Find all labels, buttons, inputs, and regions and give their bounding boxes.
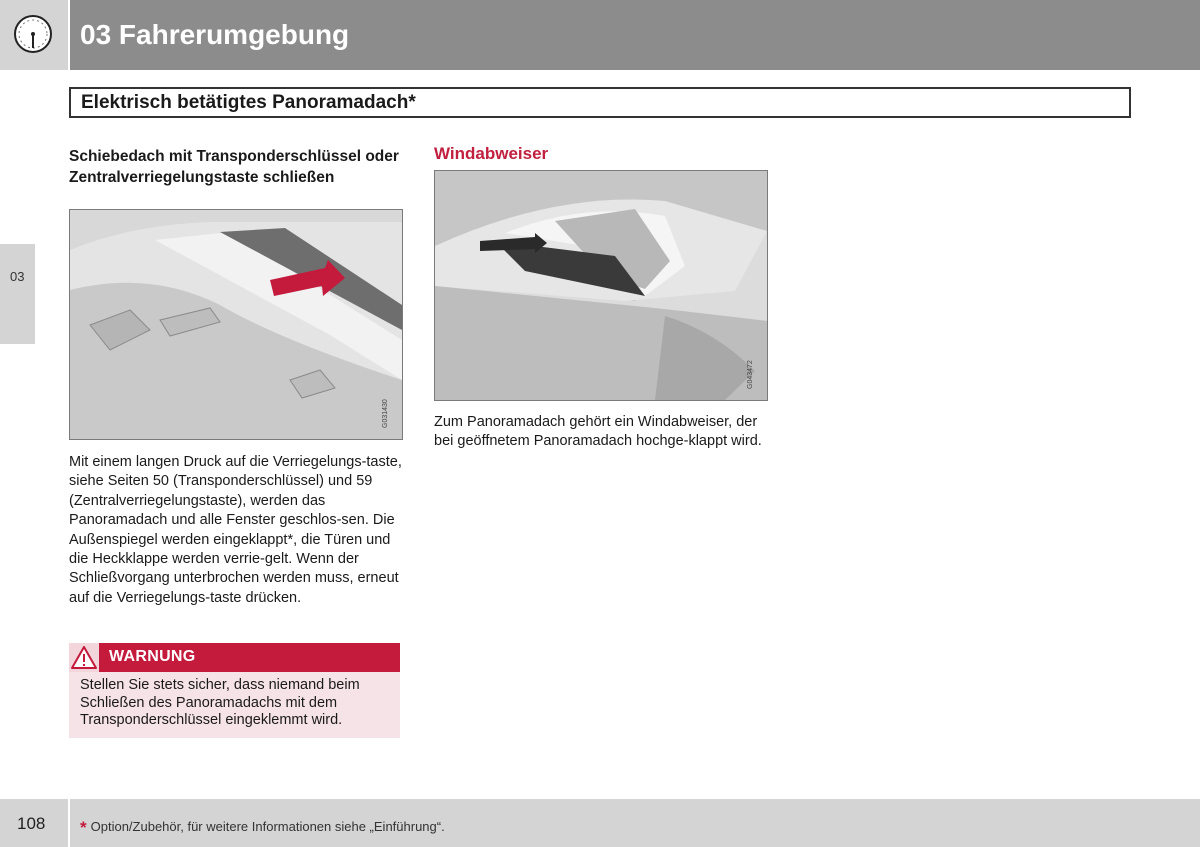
warning-text: Stellen Sie stets sicher, dass niemand beim Schließen des Panoramadachs mit dem Transponderschlüssel eingeklemmt wird. [80, 677, 360, 728]
footer-bar [70, 799, 1200, 847]
wind-deflector-figure [434, 170, 768, 401]
chapter-side-tab [0, 244, 35, 344]
page-number: 108 [17, 814, 46, 833]
car-ceiling-illustration [70, 210, 402, 439]
footnote [80, 818, 445, 838]
warning-icon-box [69, 643, 99, 672]
section-title-box [69, 87, 1131, 118]
warning-triangle-icon [69, 643, 99, 672]
section-title: Elektrisch betätigtes Panoramadach* [81, 92, 416, 113]
left-subheading: Schiebedach mit Transponderschlüssel oder Zentralverriegelungstaste schließen [69, 148, 399, 186]
windabweiser-heading: Windabweiser [434, 144, 549, 163]
figure-code: G031430 [382, 399, 389, 428]
page-number-panel [0, 799, 68, 847]
footnote-text: Option/Zubehör, für weitere Informationen siehe „Einführung“. [90, 819, 445, 834]
figure-code: G043472 [747, 360, 754, 389]
side-tab-label: 03 [10, 269, 25, 284]
closing-instructions-paragraph: Mit einem langen Druck auf die Verriegelungs-taste, siehe Seiten 50 (Transponderschlüssel) und 59 (Zentralverriegelungstaste), werden das Panoramadach und alle Fenster geschlos-sen. Die Außenspiegel werden eingeklappt*, die Türen und die Heckklappe werden verrie-gelt. Wenn der Schließvorgang unterbrochen werden muss, erneut auf die Verriegelungs-taste drücken. [69, 454, 402, 606]
warning-header [69, 643, 400, 672]
speedometer-icon [13, 14, 53, 54]
wind-deflector-paragraph: Zum Panoramadach gehört ein Windabweiser, der bei geöffnetem Panoramadach hochge-klappt wird. [434, 414, 762, 450]
footnote-marker: * [80, 818, 87, 837]
sunroof-closing-figure [69, 209, 403, 440]
warning-title: WARNUNG [109, 648, 196, 665]
car-roof-illustration [435, 171, 767, 400]
chapter-icon-panel [0, 0, 68, 70]
chapter-title: 03 Fahrerumgebung [80, 19, 350, 50]
chapter-header [70, 0, 1200, 70]
warning-body [69, 672, 400, 738]
